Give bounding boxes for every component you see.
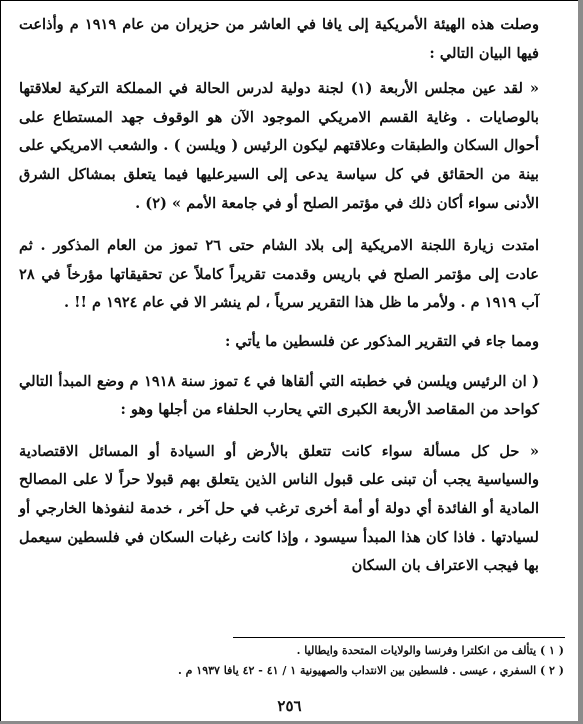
paragraph-4: ومما جاء في التقرير المذكور عن فلسطين ما يأتي : [224,332,539,350]
footnote-divider [233,637,565,638]
footnotes [19,641,564,681]
footnote-1: ( ١ ) يتألف من انكلترا وفرنسا والولايات المتحدة وايطاليا . [296,644,564,657]
footnote-2: ( ٢ ) السفري ، عيسى . فلسطين بين الانتداب والصهيونية ١ / ٤١ - ٤٢ يافا ١٩٣٧ م . [177,664,564,677]
page-number: ٢٥٦ [277,697,302,715]
body-text [19,11,561,581]
paragraph-5: ( ان الرئيس ويلسن في خطبته التي ألقاها في ٤ تموز سنة ١٩١٨ م وضع المبدأ التالي كواحد من المقاصد الأربعة الكبرى التي يحارب الحلفاء من أجلها وهو : [19,372,539,419]
paragraph-2: « لقد عين مجلس الأربعة (١) لجنة دولية لدرس الحالة في المملكة التركية لعلاقتها بالوصايات . وغاية القسم الامريكي الموجود الآن هو الوقوف جهد المستطاع على أحوال السكان والطبقات وعلاقتهم ليكون الرئيس ( ويلسن ) . والشعب الامريكي على بينة من الحقائق في كل سياسة يدعى إلى السيرعليها فيما يتعلق بمشاكل الشرق الأدنى سواء أكان ذلك في مؤتمر الصلح أو في جامعة الأمم » (٢) . [19,80,539,212]
paragraph-6: « حل كل مسألة سواء كانت تتعلق بالأرض أو السيادة أو المسائل الاقتصادية والسياسية يجب أن تبنى على قبول الناس الذين يتعلق بهم قبولا حراً لا على المصالح المادية أو الفائدة أي دولة أو أمة أخرى ترغب في حل آخر ، خدمة لنفوذها الخارجي أو لسيادتها . فاذا كان هذا المبدأ سيسود ، وإذا كانت رغبات السكان في فلسطين سيعمل بها فيجب الاعتراف بان السكان [19,442,539,575]
paragraph-1: وصلت هذه الهيئة الأمريكية إلى يافا في العاشر من حزيران من عام ١٩١٩ م وأذاعت فيها البيان التالي : [19,16,539,62]
scan-edge-right [578,0,583,724]
paragraph-3: امتدت زيارة اللجنة الامريكية إلى بلاد الشام حتى ٢٦ تموز من العام المذكور . ثم عادت إلى مؤتمر الصلح في باريس وقدمت تقريراً كاملاً عن تحقيقاتها مؤرخاً في ٢٨ آب ١٩١٩ م . ولأمر ما ظل هذا التقرير سرياً ، لم ينشر الا في عام ١٩٢٤ م !! . [19,237,539,312]
